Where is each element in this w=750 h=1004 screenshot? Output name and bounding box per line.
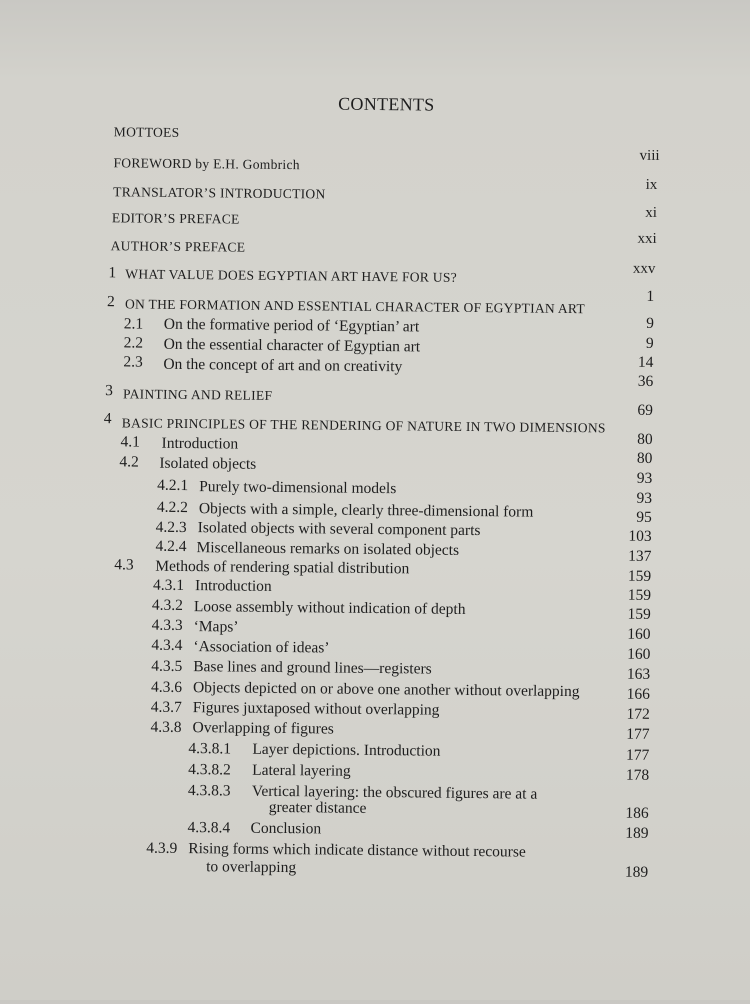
toc-page-authors-preface: xxv <box>632 260 656 277</box>
subsection-number: 4.3.8 <box>150 718 182 736</box>
subsubsection-title: Layer depictions. Introduction <box>252 740 441 760</box>
subsection-number: 4.3.4 <box>151 636 183 654</box>
subsection-title: Rising forms which indicate distance without recourse <box>188 840 526 861</box>
subsection-number: 4.2.4 <box>155 537 187 556</box>
chapter-title: WHAT VALUE DOES EGYPTIAN ART HAVE FOR US? <box>125 266 458 285</box>
chapter-number: 3 <box>105 382 113 400</box>
subsection-title: Base lines and ground lines—registers <box>193 658 432 678</box>
subsection-title: Overlapping of figures <box>192 719 334 738</box>
subsection-number: 4.3.9 <box>146 839 178 857</box>
subsection-title: Introduction <box>195 577 272 595</box>
subsection-page: 95 <box>636 508 652 526</box>
subsubsection-page: 186 <box>625 804 649 822</box>
chapter-page: 1 <box>646 287 655 305</box>
subsection-title: Miscellaneous remarks on isolated objects <box>196 539 460 559</box>
toc-page-editors-preface: xxi <box>637 230 657 247</box>
subsection-page: 189 <box>624 863 649 881</box>
subsubsection-number: 4.3.8.4 <box>187 819 231 837</box>
section-page: 80 <box>636 449 653 467</box>
section-title: On the formative period of ‘Egyptian’ art <box>163 315 420 336</box>
subsection-title: Isolated objects with several component parts <box>197 519 481 540</box>
section-page: 159 <box>627 567 652 585</box>
subsection-title: Loose assembly without indication of depth <box>193 598 466 618</box>
subsection-title: ‘Maps’ <box>193 618 239 636</box>
section-title: Methods of rendering spatial distribution <box>155 557 410 578</box>
subsection-page: 159 <box>627 586 652 604</box>
subsection-page: 172 <box>626 705 650 723</box>
subsection-number: 4.3.6 <box>150 678 183 696</box>
toc-entry-editors-preface: EDITOR’S PREFACE <box>111 210 240 227</box>
subsection-number: 4.3.1 <box>153 576 185 595</box>
toc-page-translators-introduction: xi <box>645 204 658 221</box>
subsection-page: 160 <box>627 625 651 643</box>
section-number: 2.3 <box>123 353 143 371</box>
subsubsection-title: Conclusion <box>250 819 322 838</box>
subsection-page: 137 <box>628 547 652 565</box>
subsubsection-page: 189 <box>625 824 649 842</box>
chapter-page: 9 <box>646 314 654 332</box>
subsection-number: 4.2.3 <box>155 518 187 537</box>
section-number: 4.1 <box>120 433 141 451</box>
subsubsection-number: 4.3.8.1 <box>188 740 232 758</box>
section-number: 2.2 <box>123 334 144 352</box>
subsubsection-title: Lateral layering <box>252 761 351 780</box>
page-title: CONTENTS <box>338 93 435 115</box>
subsubsection-page: 177 <box>626 746 650 764</box>
section-title: Isolated objects <box>159 454 257 473</box>
subsection-title: Objects with a simple, clearly three-dimensional form <box>198 500 534 521</box>
section-page: 14 <box>637 353 654 371</box>
subsection-page: 159 <box>627 605 651 623</box>
chapter-title: BASIC PRINCIPLES OF THE RENDERING OF NATURE IN TWO DIMENSIONS <box>121 415 606 436</box>
subsection-title: ‘Association of ideas’ <box>193 638 330 657</box>
section-title: On the essential character of Egyptian art <box>163 335 421 356</box>
section-page: 9 <box>645 334 654 352</box>
subsection-number: 4.3.3 <box>151 616 183 634</box>
section-number: 4.2 <box>119 453 139 471</box>
chapter-page: 80 <box>637 430 653 448</box>
subsection-number: 4.3.7 <box>150 698 182 716</box>
subsection-page: 166 <box>626 685 651 703</box>
subsubsection-number: 4.3.8.2 <box>188 761 231 779</box>
toc-entry-foreword: FOREWORD by E.H. Gombrich <box>113 155 300 173</box>
subsection-page: 103 <box>628 527 652 545</box>
toc-entry-authors-preface: AUTHOR’S PREFACE <box>110 238 246 255</box>
subsection-number: 4.3.2 <box>151 596 183 614</box>
subsection-title: Figures juxtaposed without overlapping <box>192 699 440 719</box>
toc-entry-translators-introduction: TRANSLATOR’S INTRODUCTION <box>113 184 326 202</box>
section-title: Introduction <box>161 434 239 453</box>
subsubsection-number: 4.3.8.3 <box>187 782 231 800</box>
subsection-title: Objects depicted on or above one another without overlapping <box>192 679 580 701</box>
chapter-title: PAINTING AND RELIEF <box>123 386 273 403</box>
subsection-page: 93 <box>636 489 653 507</box>
subsection-page: 160 <box>627 645 651 663</box>
subsection-title: Purely two-dimensional models <box>199 478 397 498</box>
section-page: 93 <box>636 469 653 487</box>
subsection-page: 163 <box>626 665 651 683</box>
toc-page-foreword: ix <box>645 176 658 193</box>
toc-page-mottoes: viii <box>639 147 660 164</box>
subsection-number: 4.2.2 <box>156 498 188 517</box>
subsection-page: 177 <box>626 725 650 743</box>
section-page: 36 <box>637 372 654 390</box>
chapter-number: 4 <box>103 410 112 428</box>
subsection-number: 4.2.1 <box>157 476 189 495</box>
subsection-title-continuation: to overlapping <box>206 858 297 877</box>
subsubsection-title: Vertical layering: the obscured figures are at a <box>251 782 538 803</box>
chapter-number: 2 <box>106 293 115 311</box>
chapter-page: 69 <box>637 401 654 419</box>
toc-entry-mottoes: MOTTOES <box>113 124 180 140</box>
section-number: 2.1 <box>123 315 144 333</box>
subsection-number: 4.3.5 <box>151 657 183 675</box>
section-title: On the concept of art and on creativity <box>163 355 403 376</box>
section-number: 4.3 <box>114 556 134 574</box>
subsubsection-page: 178 <box>625 766 650 784</box>
subsubsection-title-continuation: greater distance <box>268 798 367 817</box>
chapter-number: 1 <box>108 264 117 282</box>
chapter-title: ON THE FORMATION AND ESSENTIAL CHARACTER OF EGYPTIAN ART <box>124 296 586 317</box>
